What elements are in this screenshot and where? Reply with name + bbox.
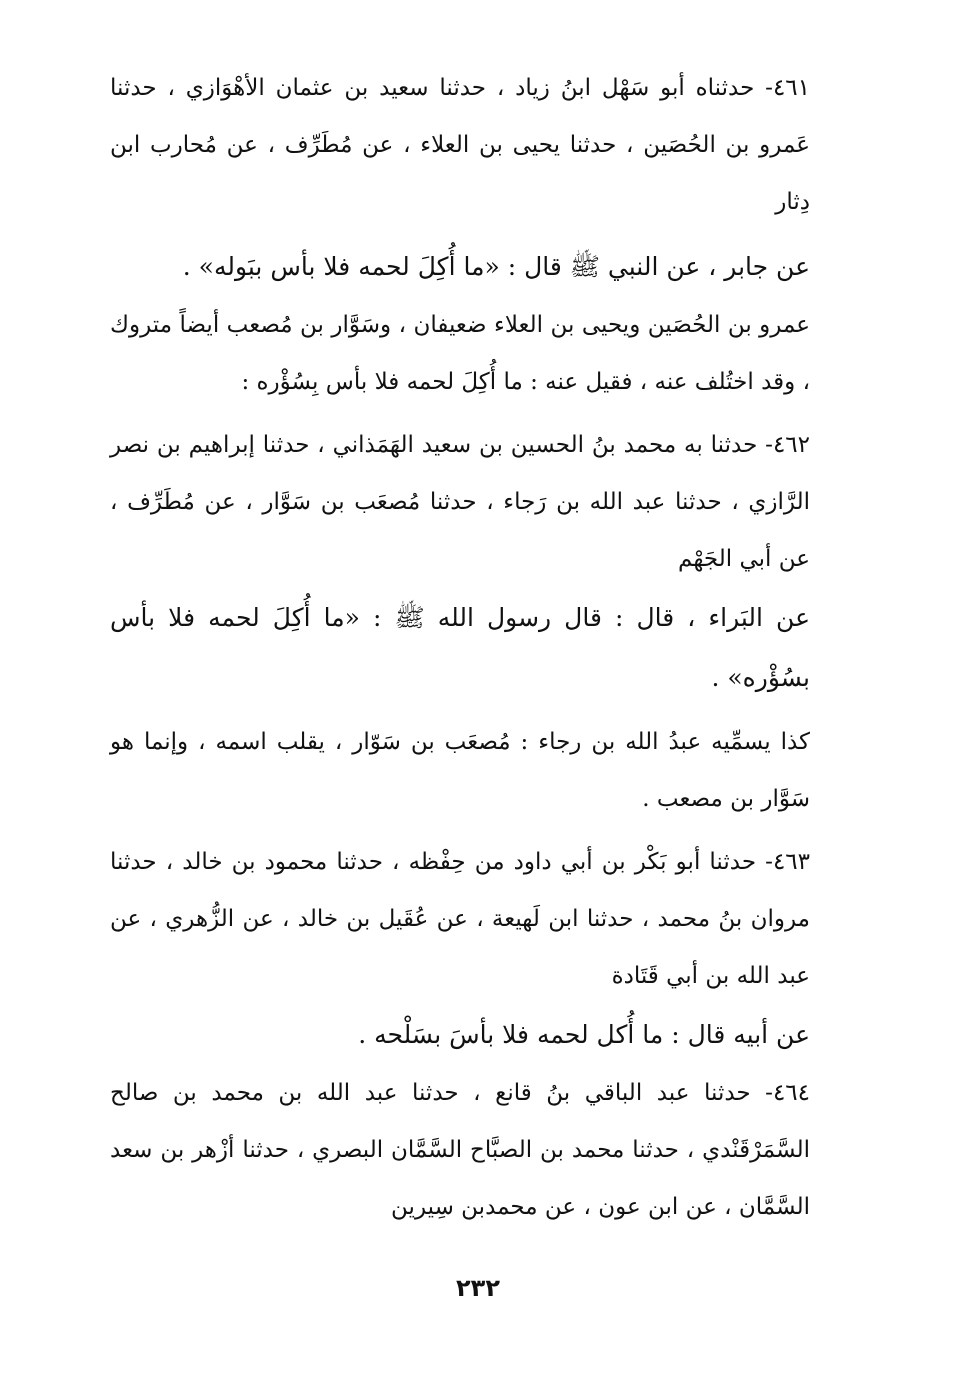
hadith-464-isnad: ٤٦٤- حدثنا عبد الباقي بنُ قانع ، حدثنا عبد الله بن محمد بن صالح السَّمَرْقَنْدي ، حدثنا محمد بن الصبَّاح السَّمَّان البصري ، حدثنا أزْهر بن سعد السَّمَّان ، عن ابن عون ، عن محمدبن سِيرين: [110, 1080, 810, 1220]
hadith-463-isnad: ٤٦٣- حدثنا أبو بَكْر بن أبي داود من حِفْظه ، حدثنا محمود بن خالد ، حدثنا مروان بنُ محمد ، حدثنا ابن لَهيعة ، عن عُقَيل بن خالد ، عن الزُّهري ، عن عبد الله بن أبي قَتَادة: [110, 849, 810, 989]
commentary-462: كذا يسمِّيه عبدُ الله بن رجاء : مُصعَب بن سَوّار ، يقلب اسمه ، وإنما هو سَوَّار بن مصعب .: [110, 729, 810, 812]
page-body: [110, 60, 810, 1236]
commentary-461: عمرو بن الحُصَين ويحيى بن العلاء ضعيفان ، وسَوَّار بن مُصعب أيضاً متروك ، وقد اختُلف عنه ، فقيل عنه : ما أُكِلَ لحمه فلا بأس بِسُؤْره :: [110, 312, 810, 395]
hadith-462-matn: عن البَراء ، قال : قال رسول الله ﷺ : «ما أُكِلَ لحمه فلا بأس بسُؤْره» .: [110, 603, 810, 692]
hadith-461-isnad: ٤٦١- حدثناه أبو سَهْل ابنُ زياد ، حدثنا سعيد بن عثمان الأهْوَازي ، حدثنا عَمرو بن الحُصَين ، حدثنا يحيى بن العلاء ، عن مُطَرِّف ، عن مُحارب ابن دِثار: [110, 75, 810, 215]
hadith-461-matn: عن جابر ، عن النبي ﷺ قال : «ما أُكِلَ لحمه فلا بأس ببَوله» .: [182, 252, 810, 281]
hadith-463-matn: عن أبيه قال : ما أُكل لحمه فلا بأسَ بسَلْحه .: [358, 1020, 810, 1049]
page-number: ٢٣٢: [456, 1274, 500, 1302]
hadith-462-isnad: ٤٦٢- حدثنا به محمد بنُ الحسين بن سعيد الهَمَذاني ، حدثنا إبراهيم بن نصر الرَّازي ، حدثنا عبد الله بن رَجاء ، حدثنا مُصعَب بن سَوَّار ، عن مُطَرِّف ، عن أبي الجَهْم: [110, 432, 810, 572]
